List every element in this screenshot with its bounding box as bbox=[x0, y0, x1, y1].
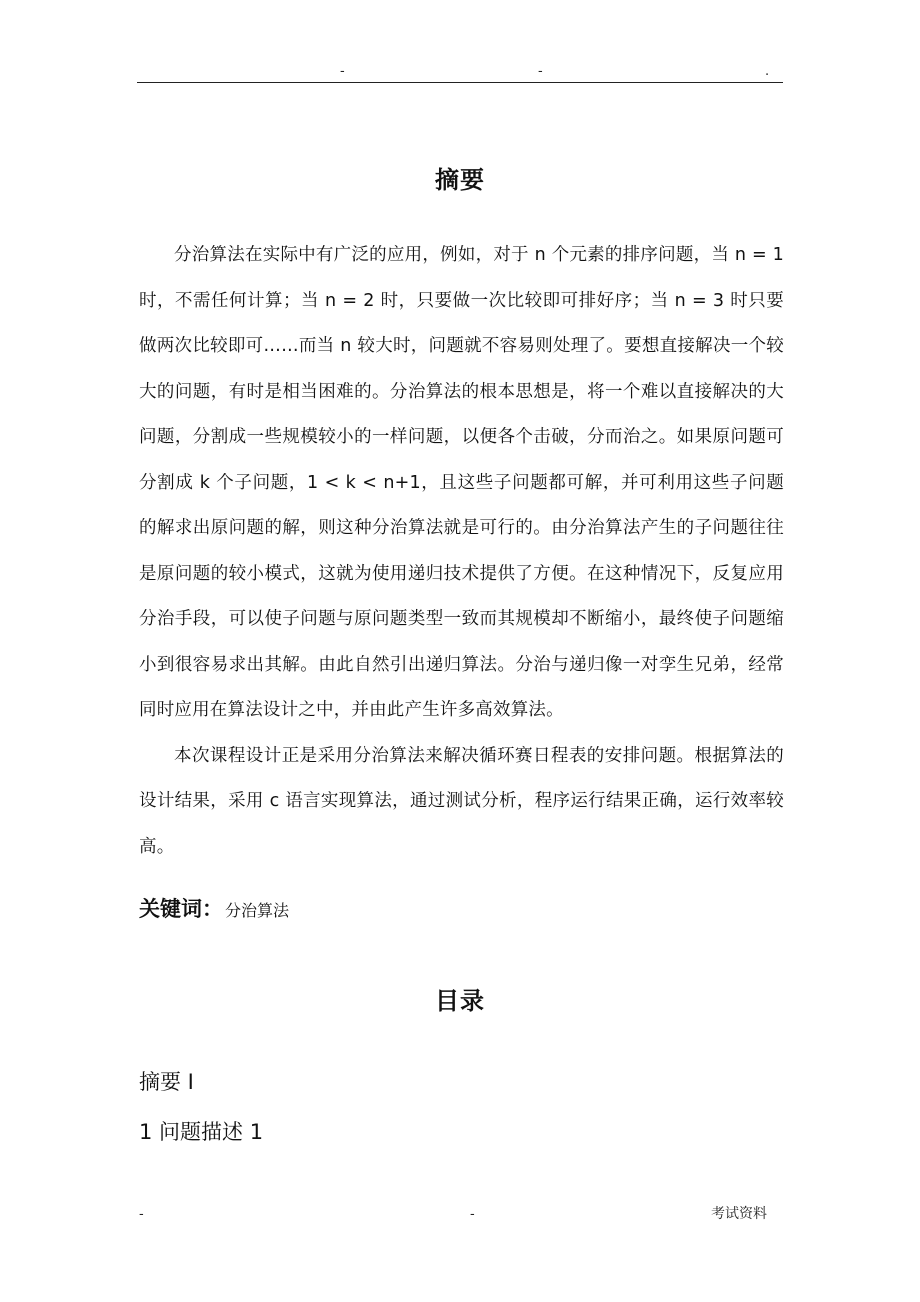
toc-entry[interactable]: 摘要 I bbox=[139, 1070, 194, 1094]
toc-entry[interactable]: 1 问题描述 1 bbox=[139, 1120, 264, 1144]
keywords-value: 分治算法 bbox=[225, 901, 290, 920]
abstract-paragraph: 分治算法在实际中有广泛的应用，例如，对于 n 个元素的排序问题，当 n = 1 时，不需任何计算；当 n = 2 时，只要做一次比较即可排好序；当 n = 3 时只要做两次比较即可……而当 n 较大时，问题就不容易则处理了。要想直接解决一个较大的问题，有时是相当困难的。分治算法的根本思想是，将一个难以直接解决的大问题，分割成一些规模较小的一样问题，以便各个击破，分而治之。如果原问题可分割成 k 个子问题，1 < k < n+1，且这些子问题都可解，并可利用这些子问题的解求出原问题的解，则这种分治算法就是可行的。由分治算法产生的子问题往往是原问题的较小模式，这就为使用递归技术提供了方便。在这种情况下，反复应用分治手段，可以使子问题与原问题类型一致而其规模却不断缩小，最终使子问题缩小到很容易求出其解。由此自然引出递归算法。分治与递归像一对孪生兄弟，经常同时应用在算法设计之中，并由此产生许多高效算法。 bbox=[139, 245, 784, 720]
header-rule bbox=[137, 82, 783, 83]
toc-title: 目录 bbox=[435, 987, 485, 1015]
header-dash-left: - bbox=[340, 64, 345, 79]
keywords-label: 关键词： bbox=[139, 897, 223, 921]
footer-dash-left: - bbox=[139, 1207, 144, 1222]
abstract-paragraph: 本次课程设计正是采用分治算法来解决循环赛日程表的安排问题。根据算法的设计结果，采用 c 语言实现算法，通过测试分析，程序运行结果正确，运行效率较高。 bbox=[139, 745, 784, 857]
keywords bbox=[139, 894, 289, 926]
header-dot-right: . bbox=[765, 64, 770, 79]
footer-label: 考试资料 bbox=[711, 1206, 767, 1222]
footer-dash-middle: - bbox=[470, 1207, 475, 1222]
abstract-title: 摘要 bbox=[435, 166, 485, 194]
header-dash-middle: - bbox=[538, 64, 543, 79]
abstract-body bbox=[139, 233, 784, 870]
